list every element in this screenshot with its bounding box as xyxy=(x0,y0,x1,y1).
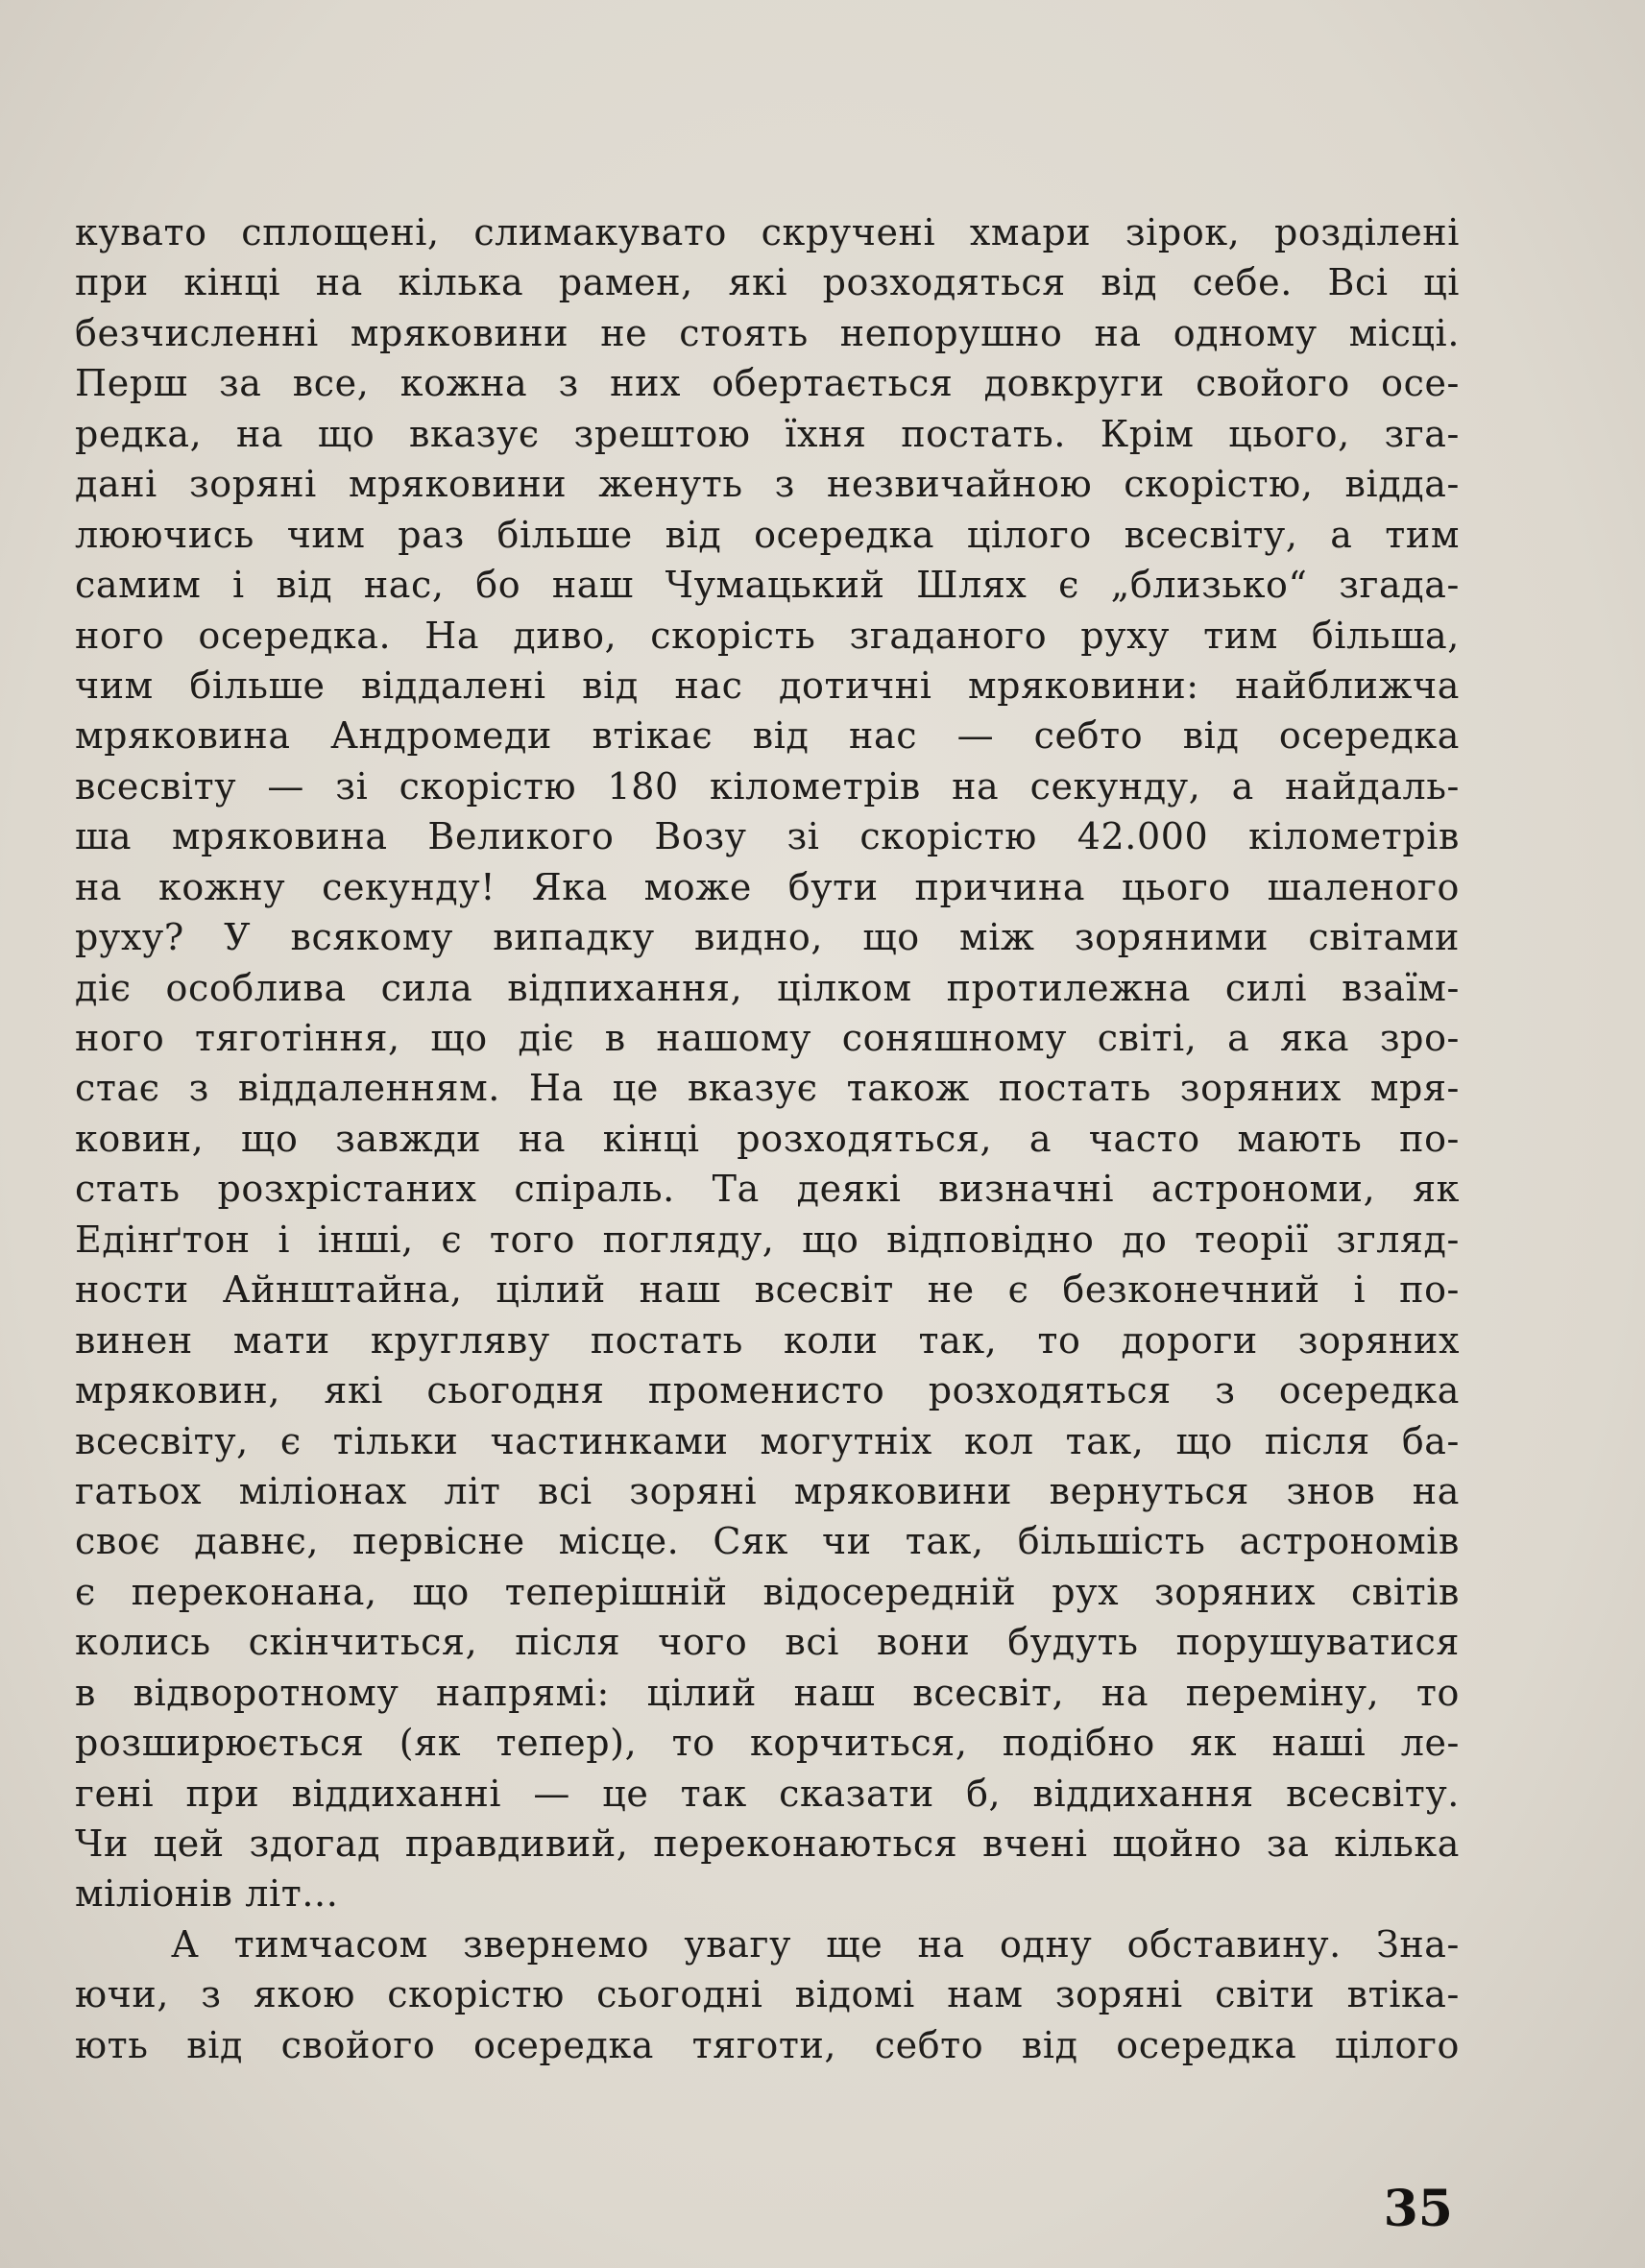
text-line: чим більше віддалені від нас дотичні мряковини: найближча xyxy=(75,664,1460,707)
text-line: винен мати кругляву постать коли так, то дороги зоряних xyxy=(75,1318,1460,1362)
text-line: мряковин, які сьогодня променисто розходяться з осередка xyxy=(75,1369,1460,1412)
text-line: всесвіту, є тільки частинками могутніх кол так, що після ба- xyxy=(75,1419,1460,1462)
text-line: ности Айнштайна, цілий наш всесвіт не є безконечний і по- xyxy=(75,1268,1460,1312)
text-line: гені при віддиханні — це так сказати б, віддихання всесвіту. xyxy=(75,1772,1460,1815)
text-line: ша мряковина Великого Возу зі скорістю 42.000 кілометрів xyxy=(75,815,1460,858)
text-line: редка, на що вказує зрештою їхня постать. Крім цього, зга- xyxy=(75,412,1460,455)
text-line: гатьох міліонах літ всі зоряні мряковини вернуться знов на xyxy=(75,1469,1460,1512)
body-text xyxy=(75,207,1460,2070)
text-line: є переконана, що теперішній відосередній рух зоряних світів xyxy=(75,1570,1460,1613)
text-line: розширюється (як тепер), то корчиться, подібно як наші ле- xyxy=(75,1722,1460,1765)
text-line: стає з віддаленням. На це вказує також постать зоряних мря- xyxy=(75,1067,1460,1110)
text-line: Чи цей здогад правдивий, переконаються вчені щойно за кілька xyxy=(75,1822,1460,1865)
text-line: колись скінчиться, після чого всі вони будуть порушуватися xyxy=(75,1621,1460,1664)
text-line: Перш за все, кожна з них обертається довкруги свойого осе- xyxy=(75,362,1460,405)
text-line: кувато сплощені, слимакувато скручені хмари зірок, розділені xyxy=(75,211,1460,253)
text-line: мряковина Андромеди втікає від нас — себто від осередка xyxy=(75,714,1460,758)
text-line: в відворотному напрямі: цілий наш всесвіт, на переміну, то xyxy=(75,1671,1460,1714)
text-line: А тимчасом звернемо увагу ще на одну обставину. Зна- xyxy=(171,1922,1460,1966)
text-line: Едінґтон і інші, є того погляду, що відповідно до теорії згляд- xyxy=(75,1218,1460,1261)
text-line: всесвіту — зі скорістю 180 кілометрів на секунду, а найдаль- xyxy=(75,764,1460,808)
text-line: самим і від нас, бо наш Чумацький Шлях є „близько“ згада- xyxy=(75,564,1460,607)
text-line: ного тяготіння, що діє в нашому соняшному світі, а яка зро- xyxy=(75,1017,1460,1059)
text-line: руху? У всякому випадку видно, що між зоряними світами xyxy=(75,916,1460,959)
text-line: безчисленні мряковини не стоять непорушно на одному місці. xyxy=(75,311,1460,354)
text-line: міліонів літ... xyxy=(75,1872,339,1916)
text-line: ючи, з якою скорістю сьогодні відомі нам зоряні світи втіка- xyxy=(75,1973,1460,2016)
text-line: ного осередка. На диво, скорість згаданого руху тим більша, xyxy=(75,614,1460,657)
text-line: на кожну секунду! Яка може бути причина цього шаленого xyxy=(75,865,1460,908)
text-line: дані зоряні мряковини женуть з незвичайною скорістю, відда- xyxy=(75,463,1460,506)
text-line: діє особлива сила відпихання, цілком протилежна силі взаїм- xyxy=(75,966,1460,1009)
text-line: своє давнє, первісне місце. Сяк чи так, більшість астрономів xyxy=(75,1520,1460,1563)
text-line: ковин, що завжди на кінці розходяться, а часто мають по- xyxy=(75,1117,1460,1160)
text-line: люючись чим раз більше від осередка цілого всесвіту, а тим xyxy=(75,513,1460,556)
text-line: ють від свойого осередка тяготи, себто від осередка цілого xyxy=(75,2023,1460,2066)
text-line: стать розхрістаних спіраль. Та деякі визначні астрономи, як xyxy=(75,1168,1460,1211)
text-line: при кінці на кілька рамен, які розходяться від себе. Всі ці xyxy=(75,261,1460,304)
page-number: 35 xyxy=(1383,2180,1453,2238)
